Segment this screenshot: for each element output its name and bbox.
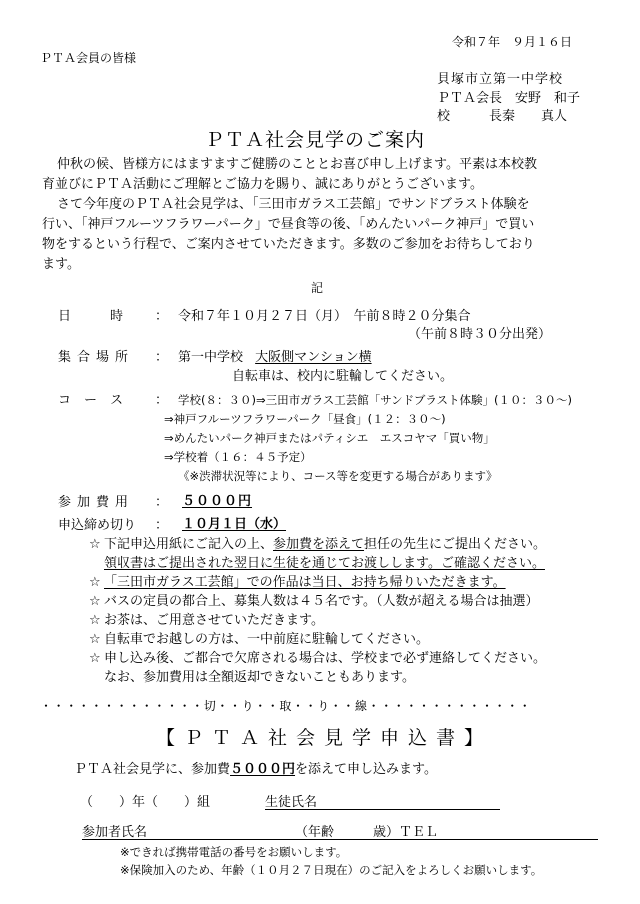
note-artwork: 「三田市ガラス工芸館」での作品は当日、お持ち帰りいただきます。 xyxy=(104,575,506,590)
place-value xyxy=(178,351,372,364)
note-cancellation: 申し込み後、ご都合で欠席される場合は、学校まで必ず連絡してください。 xyxy=(104,651,547,666)
note-text: 担任の先生にご提出ください。 xyxy=(364,537,547,552)
form-note: ※できれば携帯電話の番号をお願いします。 xyxy=(120,845,348,859)
pta-chair: ＰＴＡ会長 安野 和子 xyxy=(437,91,581,106)
addressee: ＰＴＡ会員の皆様 xyxy=(40,51,137,65)
intro-line: ます。 xyxy=(42,257,80,272)
school-name: 貝塚市立第一中学校 xyxy=(437,72,564,87)
course-label: コ ー ス xyxy=(58,393,124,408)
colon: ： xyxy=(155,518,169,533)
date-value: 令和７年１０月２７日（月） 午前８時２０分集合 xyxy=(178,309,471,324)
place-label: 集合場所 xyxy=(58,350,135,365)
colon: ： xyxy=(155,309,169,324)
intro-line: 行い、「神戸フルーツフラワーパーク」で昼食等の後、「めんたいパーク神戸」で買い xyxy=(42,217,535,232)
star-icon: ☆ xyxy=(89,632,101,647)
ki-marker: 記 xyxy=(311,281,324,295)
note-text: 下記申込用紙にご記入の上、 xyxy=(104,537,274,552)
intro-line: さて今年度のＰＴＡ社会見学は、「三田市ガラス工芸館」でサンドブラスト体験を xyxy=(57,197,530,212)
class-field[interactable]: （ ）年（ ）組 xyxy=(80,795,211,810)
deadline-label: 申込締め切り xyxy=(58,518,137,533)
star-icon: ☆ xyxy=(89,613,101,628)
note-receipt: 領収書はご提出された翌日に生徒を通じてお渡しします。ご確認ください。 xyxy=(104,556,545,571)
note-fee: 参加費を添えて xyxy=(273,537,365,552)
form-fee: ５０００円 xyxy=(230,762,296,777)
form-lead-text: ＰＴＡ社会見学に、参加費 xyxy=(74,762,231,777)
date-label: 日 時 xyxy=(58,309,124,324)
course-warning: 《※渋滞状況等により、コース等を変更する場合があります》 xyxy=(178,469,498,483)
note-capacity: バスの定員の都合上、募集人数は４５名です。（人数が超える場合は抽選） xyxy=(104,594,539,609)
note-tea: お茶は、ご用意させていただきます。 xyxy=(104,613,324,628)
document-title: ＰＴＡ社会見学のご案内 xyxy=(205,129,426,151)
intro-line: 育並びにＰＴＡ活動にご理解とご協力を賜り、誠にありがとうございます。 xyxy=(42,177,483,192)
bicycle-note: 自転車は、校内に駐輪してください。 xyxy=(232,369,454,384)
form-title: 【ＰＴＡ社会見学申込書】 xyxy=(156,727,493,749)
principal: 校 長秦 真人 xyxy=(437,109,568,124)
star-icon: ☆ xyxy=(89,651,101,666)
cut-line: ・・・・・・・・・・・・・切・・り・・取・・り・・線・・・・・・・・・・・・・ xyxy=(40,699,532,713)
place-location: 大阪側マンション横 xyxy=(255,350,372,365)
intro-line: 物をするという行程で、ご案内させていただきます。多数のご参加をお待ちしており xyxy=(42,237,535,252)
form-lead xyxy=(74,763,437,776)
course-step: ⇒神戸フルーツフラワーパーク「昼食」(１２：３０～) xyxy=(164,412,446,426)
participant-name-label: 参加者氏名 xyxy=(82,825,148,840)
colon: ： xyxy=(155,393,169,408)
intro-line: 仲秋の候、皆様方にはますますご健勝のこととお喜び申し上げます。平素は本校教 xyxy=(57,157,537,172)
place-school: 第一中学校 xyxy=(178,350,244,365)
student-name-field[interactable] xyxy=(265,809,500,810)
age-tel-label: （年齢 歳）ＴＥＬ xyxy=(295,825,439,840)
star-icon: ☆ xyxy=(89,575,101,590)
star-icon: ☆ xyxy=(89,594,101,609)
course-step: ⇒めんたいパーク神戸またはパティシエ エスコヤマ「買い物」 xyxy=(164,431,495,445)
student-name-label: 生徒氏名 xyxy=(265,795,318,810)
note-submission xyxy=(104,538,546,551)
course-step: 学校(８：３０)⇒三田市ガラス工芸館「サンドブラスト体験」(１０：３０～) xyxy=(178,393,572,407)
form-lead-text: を添えて申し込みます。 xyxy=(295,762,437,777)
participant-name-field[interactable] xyxy=(82,839,598,840)
issue-date: 令和７年 ９月１６日 xyxy=(452,35,573,49)
note-bicycle: 自転車でお越しの方は、一中前庭に駐輪してください。 xyxy=(104,632,430,647)
colon: ： xyxy=(155,350,169,365)
form-note: ※保険加入のため、年齢（１０月２７日現在）のご記入をよろしくお願いします。 xyxy=(120,863,543,877)
departure-time: （午前８時３０分出発） xyxy=(408,327,552,342)
note-refund: なお、参加費用は全額返却できないこともあります。 xyxy=(104,670,415,685)
star-icon: ☆ xyxy=(89,537,101,552)
fee-label: 参加費用 xyxy=(58,495,135,510)
colon: ： xyxy=(155,495,169,510)
deadline-value: １０月１日（水） xyxy=(182,517,287,532)
fee-value: ５０００円 xyxy=(182,494,253,509)
course-step: ⇒学校着（１６：４５予定） xyxy=(164,450,312,464)
